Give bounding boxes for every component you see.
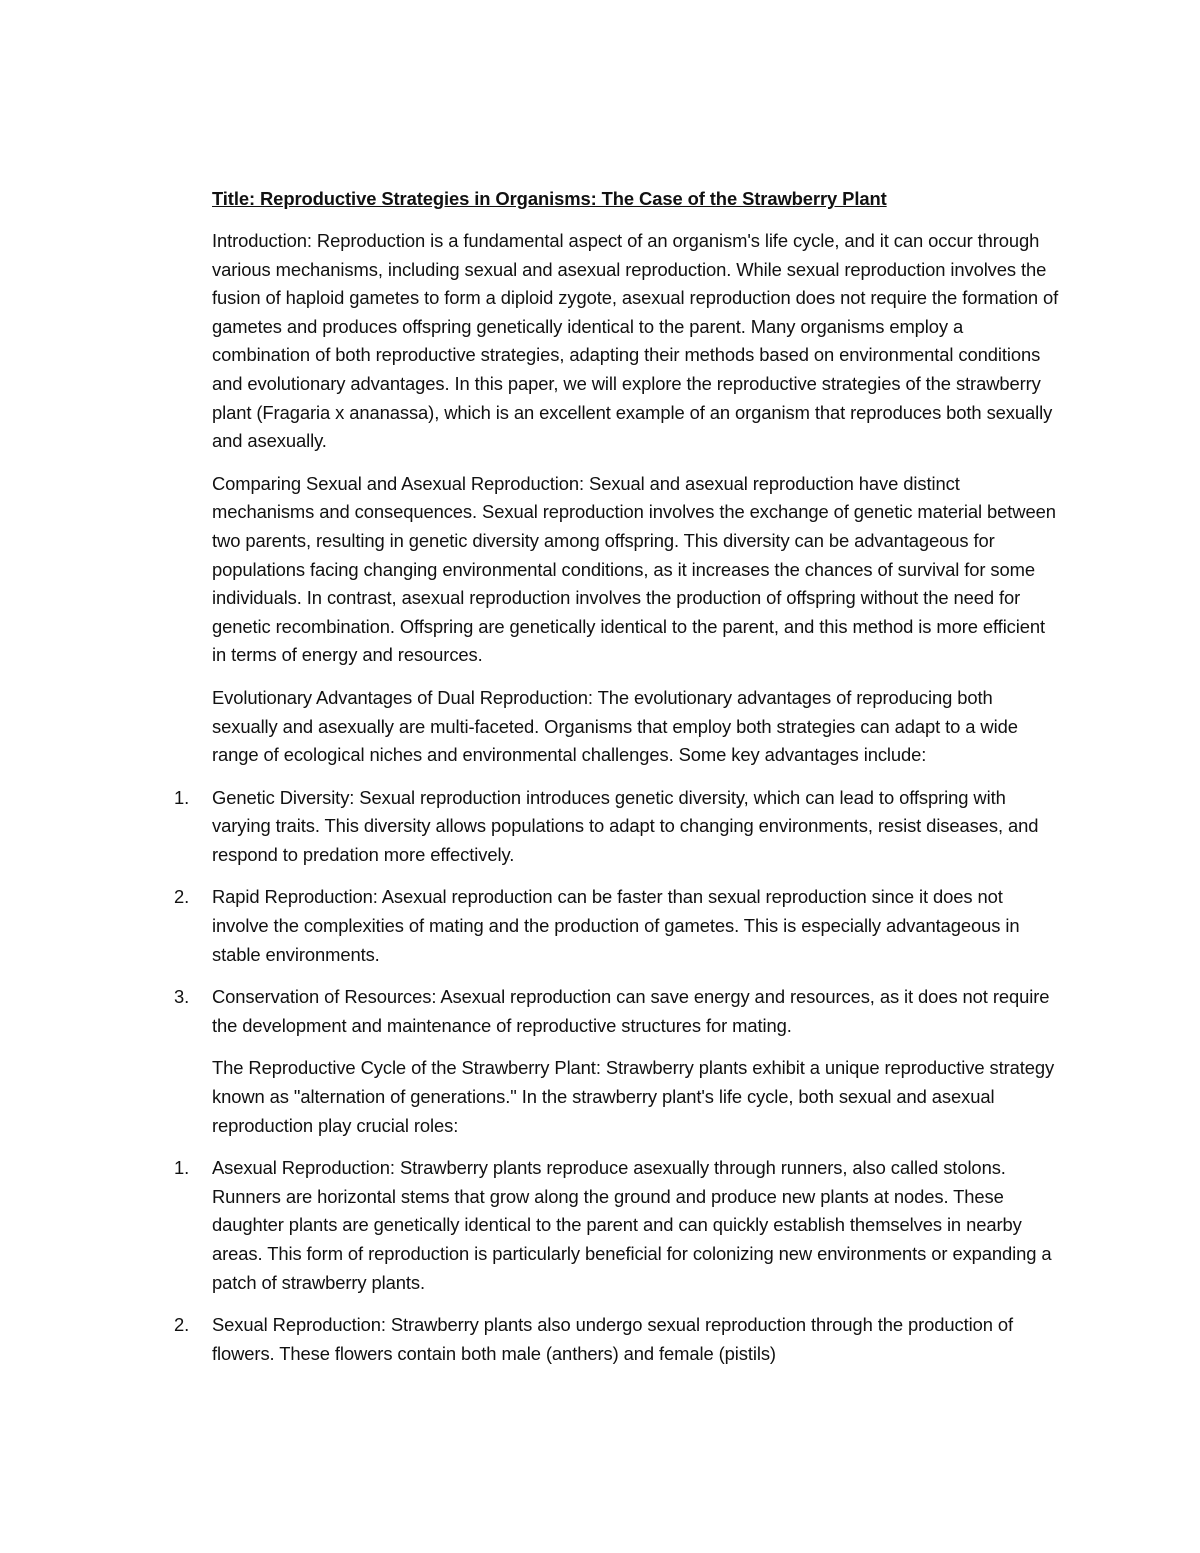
comparing-paragraph: Comparing Sexual and Asexual Reproduction: Sexual and asexual reproduction have distinct mechanisms and consequences. Sexual reproduction involves the exchange of genetic material between two parents, resulting in genetic diversity among offspring. This diversity can be advantageous for populations facing changing environmental conditions, as it increases the chances of survival for some individuals. In contrast, asexual reproduction involves the production of offspring without the need for genetic recombination. Offspring are genetically identical to the parent, and this method is more efficient in terms of energy and resources.	[212, 472, 1056, 666]
list-item	[174, 883, 1062, 969]
list-item-number: 1.	[174, 1157, 190, 1179]
list-item-text: Asexual Reproduction: Strawberry plants reproduce asexually through runners, also called stolons. Runners are horizontal stems that grow along the ground and produce new plants at nodes. These daughter plants are genetically identical to the parent and can quickly establish themselves in nearby areas. This form of reproduction is particularly beneficial for colonizing new environments or expanding a patch of strawberry plants.	[212, 1157, 1052, 1293]
list-item-text: Genetic Diversity: Sexual reproduction introduces genetic diversity, which can lead to offspring with varying traits. This diversity allows populations to adapt to changing environments, resist diseases, and respond to predation more effectively.	[212, 786, 1039, 865]
list-item	[174, 1311, 1062, 1368]
list-item-number: 1.	[174, 786, 190, 808]
evolutionary-paragraph: Evolutionary Advantages of Dual Reproduction: The evolutionary advantages of reproducing both sexually and asexually are multi-faceted. Organisms that employ both strategies can adapt to a wide range of ecological niches and environmental challenges. Some key advantages include:	[212, 686, 1018, 766]
list-item-text: Rapid Reproduction: Asexual reproduction can be faster than sexual reproduction since it does not involve the complexities of mating and the production of gametes. This is especially advantageous in stable environments.	[212, 886, 1020, 965]
list-item-text: Conservation of Resources: Asexual reproduction can save energy and resources, as it does not require the development and maintenance of reproductive structures for mating.	[212, 986, 1050, 1036]
list-item	[174, 784, 1062, 870]
list-item-text: Sexual Reproduction: Strawberry plants also undergo sexual reproduction through the production of flowers. These flowers contain both male (anthers) and female (pistils)	[212, 1314, 1014, 1364]
list-item	[174, 1154, 1062, 1297]
introduction-paragraph: Introduction: Reproduction is a fundamental aspect of an organism's life cycle, and it can occur through various mechanisms, including sexual and asexual reproduction. While sexual reproduction involves the fusion of haploid gametes to form a diploid zygote, asexual reproduction does not require the formation of gametes and produces offspring genetically identical to the parent. Many organisms employ a combination of both reproductive strategies, adapting their methods based on environmental conditions and evolutionary advantages. In this paper, we will explore the reproductive strategies of the strawberry plant (Fragaria x ananassa), which is an excellent example of an organism that reproduces both sexually and asexually.	[212, 230, 1059, 452]
advantages-list	[174, 784, 1062, 1041]
list-item-number: 2.	[174, 886, 190, 908]
list-item-number: 3.	[174, 986, 190, 1008]
cycle-list	[174, 1154, 1062, 1368]
list-item-number: 2.	[174, 1314, 190, 1336]
list-item	[174, 983, 1062, 1040]
document-body	[174, 185, 1062, 1382]
cycle-paragraph: The Reproductive Cycle of the Strawberry Plant: Strawberry plants exhibit a unique reproductive strategy known as "alternation of generations." In the strawberry plant's life cycle, both sexual and asexual reproduction play crucial roles:	[212, 1057, 1055, 1136]
document-title: Title: Reproductive Strategies in Organisms: The Case of the Strawberry Plant	[212, 188, 887, 209]
